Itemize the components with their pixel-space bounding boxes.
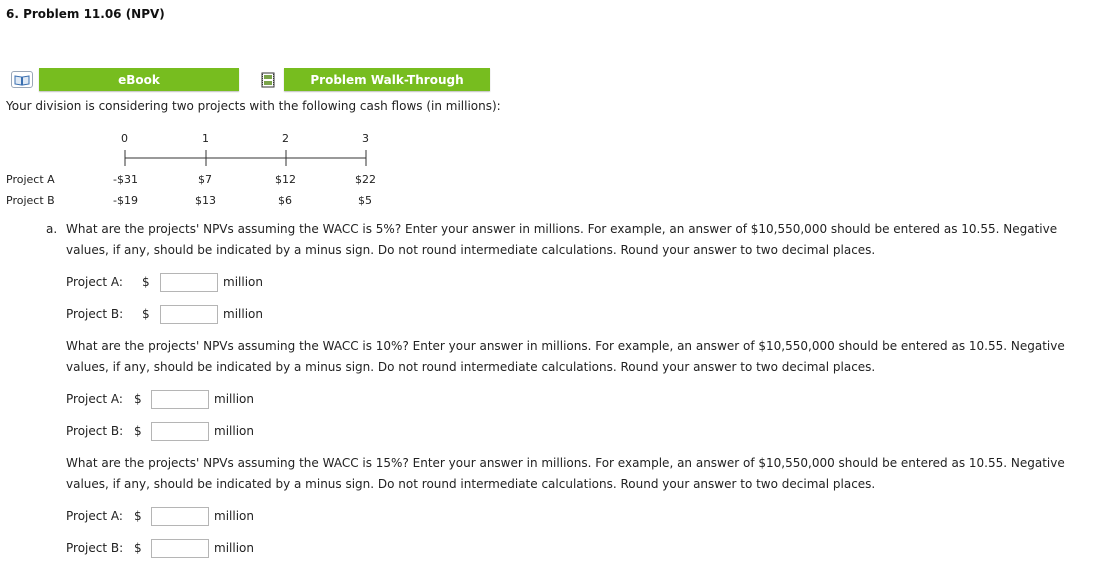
cash-flow-value: -$31 <box>113 173 138 186</box>
project-b-label: Project B: <box>66 541 124 555</box>
unit-label: million <box>223 275 263 289</box>
npv-10pct-project-a-input[interactable] <box>151 390 209 409</box>
period-label: 3 <box>362 132 369 145</box>
project-a-label: Project A: <box>66 509 123 523</box>
project-a-label: Project A: <box>66 392 123 406</box>
walkthrough-label[interactable]: Problem Walk-Through <box>284 68 490 91</box>
cash-flow-value: $6 <box>278 194 292 207</box>
currency-symbol: $ <box>134 424 142 438</box>
currency-symbol: $ <box>134 509 142 523</box>
unit-label: million <box>214 541 254 555</box>
npv-10pct-project-b-input[interactable] <box>151 422 209 441</box>
cash-flow-value: $12 <box>275 173 296 186</box>
npv-15pct-project-a-input[interactable] <box>151 507 209 526</box>
project-b-label: Project B: <box>66 307 124 321</box>
unit-label: million <box>214 424 254 438</box>
project-b-label: Project B: <box>66 424 124 438</box>
walkthrough-button[interactable] <box>258 68 490 91</box>
row-label-project-a: Project A <box>6 173 55 186</box>
currency-symbol: $ <box>142 275 150 289</box>
question-prompt-15pct: What are the projects' NPVs assuming the WACC is 15%? Enter your answer in millions. For example, an answer of $10,550,000 should be entered as 10.55. Negative values, if any, should be indicated by a minus sign. Do not round intermediate calculations. Round your answer to two decimal places. <box>66 456 1065 491</box>
question-prompt-10pct: What are the projects' NPVs assuming the WACC is 10%? Enter your answer in millions. For example, an answer of $10,550,000 should be entered as 10.55. Negative values, if any, should be indicated by a minus sign. Do not round intermediate calculations. Round your answer to two decimal places. <box>66 339 1065 374</box>
period-label: 2 <box>282 132 289 145</box>
unit-label: million <box>214 509 254 523</box>
book-icon <box>11 71 33 88</box>
ebook-label[interactable]: eBook <box>39 68 239 91</box>
project-a-label: Project A: <box>66 275 123 289</box>
npv-5pct-project-a-input[interactable] <box>160 273 218 292</box>
intro-text: Your division is considering two projects with the following cash flows (in millions): <box>6 99 501 113</box>
cash-flow-value: $22 <box>355 173 376 186</box>
film-icon <box>258 71 278 88</box>
period-label: 1 <box>202 132 209 145</box>
currency-symbol: $ <box>134 392 142 406</box>
question-letter: a. <box>46 222 58 236</box>
currency-symbol: $ <box>142 307 150 321</box>
question-prompt: What are the projects' NPVs assuming the WACC is 5%? Enter your answer in millions. For example, an answer of $10,550,000 should be entered as 10.55. Negative values, if any, should be indicated by a minus sign. Do not round intermediate calculations. Round your answer to two decimal places. <box>66 222 1058 257</box>
unit-label: million <box>214 392 254 406</box>
ebook-button[interactable] <box>11 68 239 91</box>
unit-label: million <box>223 307 263 321</box>
npv-5pct-project-b-input[interactable] <box>160 305 218 324</box>
cash-flow-value: $7 <box>198 173 212 186</box>
cash-flow-value: $13 <box>195 194 216 207</box>
cash-flow-value: $5 <box>358 194 372 207</box>
problem-title: 6. Problem 11.06 (NPV) <box>6 7 165 21</box>
question-a-5pct <box>46 219 1086 263</box>
cash-flow-value: -$19 <box>113 194 138 207</box>
period-label: 0 <box>121 132 128 145</box>
npv-15pct-project-b-input[interactable] <box>151 539 209 558</box>
currency-symbol: $ <box>134 541 142 555</box>
row-label-project-b: Project B <box>6 194 55 207</box>
timeline-axis <box>118 146 378 168</box>
